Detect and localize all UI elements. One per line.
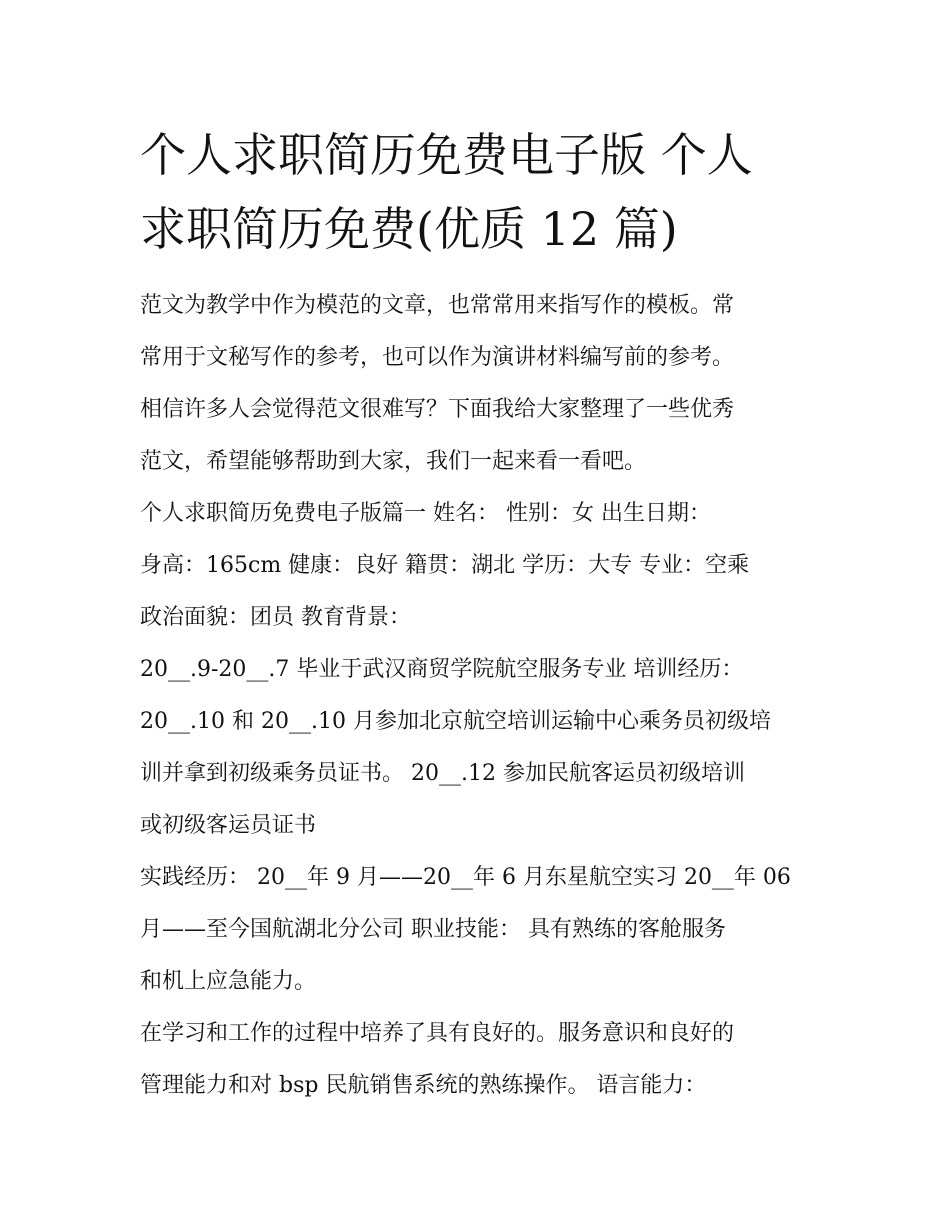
text-line: 范文为教学中作为模范的文章，也常常用来指写作的模板。常 [140,293,735,318]
text-line: 训并拿到初级乘务员证书。 20__.12 参加民航客运员初级培训 [140,761,745,786]
text-line: 相信许多人会觉得范文很难写？下面我给大家整理了一些优秀 [140,397,735,422]
text-line: 政治面貌：团员 教育背景： [140,605,411,630]
title-line: 个人求职简历免费电子版 个人 [140,128,753,182]
education-paragraph [140,644,820,852]
text-line: 范文，希望能够帮助到大家，我们一起来看一看吧。 [140,449,647,474]
experience-paragraph [140,852,820,1008]
text-line: 20__.9-20__.7 毕业于武汉商贸学院航空服务专业 培训经历： [140,657,744,682]
text-line: 或初级客运员证书 [140,813,317,838]
text-line: 月——至今国航湖北分公司 职业技能： 具有熟练的客舱服务 [140,917,726,942]
document-body [140,280,820,1112]
text-line: 20__.10 和 20__.10 月参加北京航空培训运输中心乘务员初级培 [140,709,771,734]
text-line: 常用于文秘写作的参考，也可以作为演讲材料编写前的参考。 [140,345,735,370]
intro-paragraph [140,280,820,488]
personal-info-paragraph [140,488,820,644]
text-line: 管理能力和对 bsp 民航销售系统的熟练操作。 语言能力： [140,1073,707,1098]
document-title [140,118,820,266]
text-line: 身高：165cm 健康：良好 籍贯：湖北 学历：大专 专业：空乘 [140,553,750,578]
skills-paragraph [140,1008,820,1112]
title-line: 求职简历免费(优质 12 篇) [140,202,678,256]
text-line: 个人求职简历免费电子版篇一 姓名： 性别：女 出生日期： [140,501,711,526]
text-line: 实践经历： 20__年 9 月——20__年 6 月东星航空实习 20__年 06 [140,865,791,890]
text-line: 在学习和工作的过程中培养了具有良好的。服务意识和良好的 [140,1021,735,1046]
text-line: 和机上应急能力。 [140,969,317,994]
